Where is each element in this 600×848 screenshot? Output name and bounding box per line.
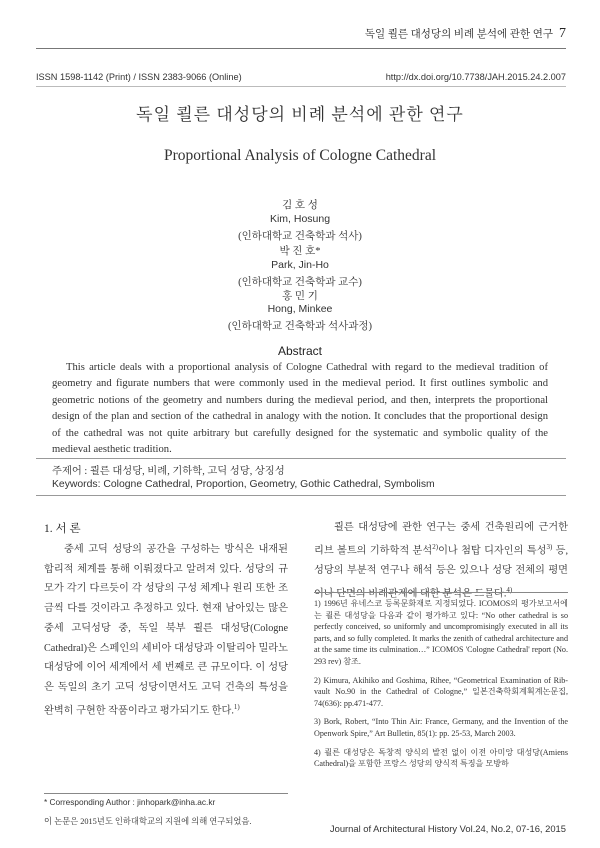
footnote-1: 1) 1996년 유네스코 등록문화재로 지정되었다. ICOMOS의 평가보고서에는 쾰른 대성당을 다음과 같이 평가하고 있다: “No other cathedral is so perfectly conceived, so uniformly and uncompromisingly executed in all its parts, and so fully completed. It marks the zenith of cathedral architecture and at the same time its culmination…” ICOMOS 'Cologne Cathedral' report (No. 293 rev) 참조. bbox=[314, 599, 568, 666]
abstract-text: This article deals with a proportional analysis of Cologne Cathedral with regard to the medieval tradition of geometry and figurate numbers that were commonly used in the medieval period. It first outlines symbolic and geometric notions of the geometry and numbers during the medieval period, and then, interprets the proportional design of the plan and section of the cathedral in analogy with the notion. It concludes that the proportional design of the cathedral was not quite arbitrary but carefully designed for the systematic and symbolic quality of the medieval aesthetic tradition. bbox=[52, 362, 548, 456]
issn-line: ISSN 1598-1142 (Print) / ISSN 2383-9066 (Online) bbox=[36, 72, 242, 82]
funding-note: 이 논문은 2015년도 인하대학교의 지원에 의해 연구되었음. bbox=[44, 817, 252, 826]
author-1-affiliation: (인하대학교 건축학과 석사) bbox=[238, 231, 362, 242]
right-footnote-rule bbox=[314, 592, 568, 593]
section-heading: 1. 서 론 bbox=[44, 523, 81, 535]
journal-citation: Journal of Architectural History Vol.24, No.2, 07-16, 2015 bbox=[329, 823, 566, 834]
keywords-english: Keywords: Cologne Cathedral, Proportion, Geometry, Gothic Cathedral, Symbolism bbox=[52, 479, 435, 490]
author-3-english: Hong, Minkee bbox=[267, 303, 333, 315]
right-footnotes bbox=[314, 598, 568, 778]
footnote-ref-1[interactable]: 1) bbox=[233, 702, 240, 711]
left-footnote-rule bbox=[44, 793, 288, 794]
footnote-2: 2) Kimura, Akihiko and Goshima, Rihee, “Geometrical Examination of Rib-vault No.90 in the Cathedral of Cologne,” 일본건축학회계획계논문집, 74(636): pp.471-477. bbox=[314, 675, 568, 708]
running-header bbox=[365, 26, 566, 42]
keywords-korean: 주제어 : 쾰른 대성당, 비례, 기하학, 고딕 성당, 상징성 bbox=[52, 466, 285, 477]
footnote-3: 3) Bork, Robert, “Into Thin Air: France, Germany, and the Invention of the Openwork Spire,” Art Bulletin, 85(1): pp. 25-53, March 2003. bbox=[314, 717, 568, 738]
footnote-4: 4) 쾰른 대성당은 독창적 양식의 발전 없이 이전 아미앙 대성당(Amiens Cathedral)을 포함한 프랑스 성당의 양식적 특징을 모방하 bbox=[314, 747, 568, 769]
korean-title: 독일 쾰른 대성당의 비례 분석에 관한 연구 bbox=[136, 105, 464, 124]
header-rule-2 bbox=[36, 86, 566, 87]
author-2-english: Park, Jin-Ho bbox=[271, 259, 329, 271]
english-title: Proportional Analysis of Cologne Cathedral bbox=[163, 147, 437, 164]
author-2-affiliation: (인하대학교 건축학과 교수) bbox=[238, 277, 362, 288]
corresponding-author: * Corresponding Author : jinhopark@inha.ac.kr bbox=[44, 797, 216, 807]
left-paragraph-text: 중세 고딕 성당의 공간을 구성하는 방식은 내재된 합리적 체계를 통해 이뤄졌다고 알려져 있다. 성당의 규모가 각기 다르듯이 각 성당의 구성 체계나 원리 또한 조금씩 다를 것이라고 추정하고 있다. 현재 남아있는 많은 중세 고딕성당 중, 독일 북부 쾰른 대성당(Cologne Cathedral)은 스페인의 세비아 대성당과 이탈리아 밀라노 대성당에 이어 세계에서 세 번째로 큰 규모이다. 이 성당은 독일의 초기 고딕 성당이면서도 고딕 건축의 특성을 완벽히 구현한 작품이라고 평가되기도 한다. bbox=[44, 544, 288, 717]
left-paragraph bbox=[44, 540, 288, 721]
author-3-affiliation: (인하대학교 건축학과 석사과정) bbox=[227, 321, 373, 332]
right-column bbox=[314, 518, 568, 604]
author-1-english: Kim, Hosung bbox=[269, 213, 331, 225]
abstract-heading: Abstract bbox=[277, 344, 322, 358]
right-paragraph-text-2: 이나 첨탑 디자인의 특성 bbox=[438, 545, 547, 557]
author-3-korean: 홍 민 기 bbox=[282, 291, 318, 302]
footnote-ref-4[interactable]: 4) bbox=[506, 585, 513, 594]
author-1-korean: 김 호 성 bbox=[282, 200, 318, 211]
footnote-ref-2[interactable]: 2) bbox=[432, 542, 439, 551]
running-title: 독일 쾰른 대성당의 비례 분석에 관한 연구 bbox=[364, 29, 553, 40]
right-paragraph-text-1: 쾰른 대성당에 관한 연구는 중세 건축원리에 근거한 리브 볼트의 기하학적 분석 bbox=[314, 522, 568, 557]
author-2-korean: 박 진 호* bbox=[279, 246, 321, 257]
header-rule bbox=[36, 48, 566, 49]
doi-link[interactable]: http://dx.doi.org/10.7738/JAH.2015.24.2.007 bbox=[385, 72, 566, 82]
footnote-ref-3[interactable]: 3) bbox=[546, 542, 553, 551]
left-column bbox=[44, 540, 288, 721]
right-paragraph bbox=[314, 518, 568, 604]
page-number: 7 bbox=[559, 26, 566, 41]
right-paragraph-text-3: 등, 성당의 부분적 연구나 해석 등은 있으나 성당 전체의 평면이나 단면의 비례관계에 대한 분석은 드물다. bbox=[314, 545, 568, 599]
